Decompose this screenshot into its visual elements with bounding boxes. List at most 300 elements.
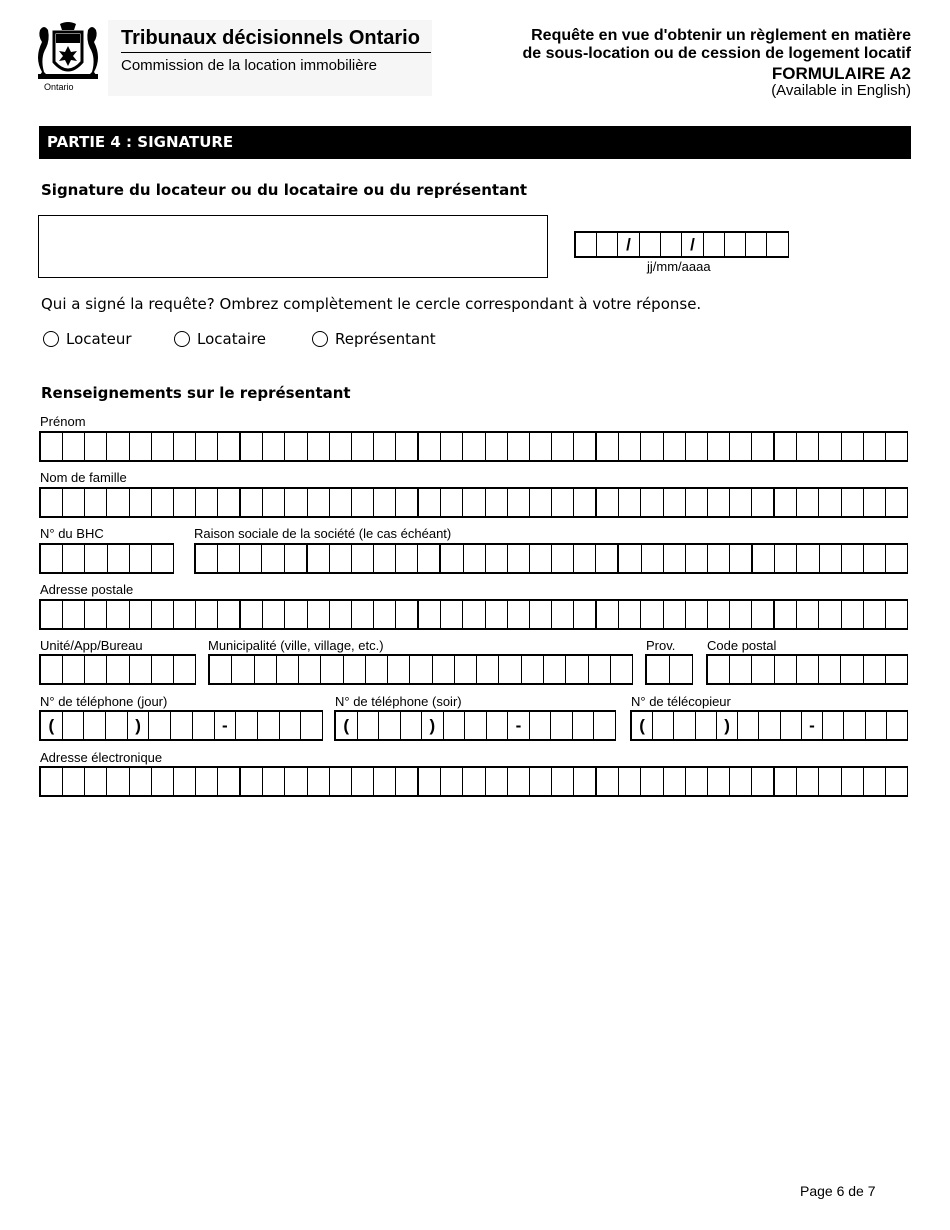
char-cell[interactable] bbox=[477, 656, 499, 683]
char-cell[interactable] bbox=[530, 768, 552, 795]
char-cell[interactable] bbox=[797, 601, 819, 628]
char-cell[interactable] bbox=[352, 768, 374, 795]
char-cell[interactable] bbox=[486, 489, 508, 516]
char-cell[interactable] bbox=[686, 489, 708, 516]
company-name-label: Raison sociale de la société (le cas échéant) bbox=[194, 526, 452, 541]
char-cell[interactable] bbox=[396, 768, 419, 795]
char-cell[interactable] bbox=[441, 768, 463, 795]
char-cell[interactable] bbox=[486, 768, 508, 795]
char-cell[interactable] bbox=[130, 433, 152, 460]
char-cell[interactable] bbox=[641, 433, 663, 460]
char-cell[interactable] bbox=[842, 433, 864, 460]
char-cell[interactable] bbox=[374, 545, 396, 572]
char-cell[interactable] bbox=[573, 712, 595, 739]
char-cell[interactable] bbox=[388, 656, 410, 683]
char-cell[interactable] bbox=[210, 656, 232, 683]
char-cell[interactable] bbox=[285, 768, 307, 795]
char-cell[interactable] bbox=[775, 489, 797, 516]
char-cell[interactable] bbox=[218, 601, 241, 628]
char-cell[interactable] bbox=[597, 489, 619, 516]
char-cell[interactable] bbox=[241, 601, 263, 628]
char-cell[interactable] bbox=[641, 768, 663, 795]
char-cell[interactable] bbox=[530, 489, 552, 516]
char-cell[interactable] bbox=[708, 433, 730, 460]
char-cell[interactable] bbox=[864, 768, 886, 795]
char-cell[interactable] bbox=[530, 433, 552, 460]
radio-circle[interactable] bbox=[312, 331, 328, 347]
char-cell[interactable] bbox=[85, 656, 107, 683]
char-cell[interactable] bbox=[263, 768, 285, 795]
char-cell[interactable] bbox=[262, 545, 284, 572]
char-cell[interactable] bbox=[574, 489, 597, 516]
char-cell[interactable] bbox=[864, 656, 886, 683]
char-cell[interactable] bbox=[344, 656, 366, 683]
char-cell[interactable] bbox=[552, 489, 574, 516]
char-cell[interactable] bbox=[686, 433, 708, 460]
char-cell[interactable] bbox=[664, 601, 686, 628]
char-cell[interactable] bbox=[864, 433, 886, 460]
char-cell[interactable] bbox=[366, 656, 388, 683]
char-cell[interactable] bbox=[455, 656, 477, 683]
char-cell[interactable] bbox=[797, 545, 819, 572]
radio-circle[interactable] bbox=[174, 331, 190, 347]
char-cell[interactable] bbox=[486, 601, 508, 628]
char-cell[interactable] bbox=[759, 712, 780, 739]
char-cell[interactable] bbox=[886, 545, 907, 572]
char-cell[interactable] bbox=[775, 768, 797, 795]
char-cell[interactable] bbox=[374, 433, 396, 460]
char-cell[interactable] bbox=[174, 768, 196, 795]
char-cell[interactable] bbox=[330, 545, 352, 572]
unit-field[interactable] bbox=[39, 654, 196, 685]
radio-locateur[interactable] bbox=[43, 330, 132, 348]
char-cell[interactable] bbox=[674, 712, 695, 739]
radio-label: Représentant bbox=[335, 330, 436, 348]
char-cell[interactable] bbox=[41, 489, 63, 516]
char-cell[interactable] bbox=[544, 656, 566, 683]
char-cell[interactable] bbox=[174, 601, 196, 628]
char-cell[interactable] bbox=[522, 656, 544, 683]
char-cell[interactable] bbox=[152, 489, 174, 516]
char-cell[interactable] bbox=[530, 545, 552, 572]
char-cell[interactable] bbox=[508, 489, 530, 516]
char-cell[interactable] bbox=[218, 433, 241, 460]
date-cell[interactable] bbox=[746, 233, 767, 256]
date-cell[interactable] bbox=[725, 233, 746, 256]
char-cell[interactable] bbox=[597, 601, 619, 628]
char-cell[interactable] bbox=[463, 433, 485, 460]
char-cell[interactable] bbox=[130, 601, 152, 628]
char-cell[interactable] bbox=[308, 601, 330, 628]
char-cell[interactable] bbox=[708, 656, 730, 683]
char-cell[interactable] bbox=[730, 768, 752, 795]
char-cell[interactable] bbox=[152, 433, 174, 460]
char-cell[interactable] bbox=[464, 545, 486, 572]
char-cell[interactable] bbox=[508, 601, 530, 628]
char-cell[interactable] bbox=[258, 712, 280, 739]
char-cell[interactable] bbox=[285, 489, 307, 516]
char-cell[interactable] bbox=[886, 768, 907, 795]
char-cell[interactable] bbox=[886, 601, 907, 628]
char-cell[interactable] bbox=[670, 656, 692, 683]
char-cell[interactable] bbox=[574, 433, 597, 460]
char-cell[interactable] bbox=[619, 433, 641, 460]
char-cell[interactable] bbox=[552, 601, 574, 628]
char-cell[interactable] bbox=[686, 768, 708, 795]
char-cell[interactable] bbox=[196, 768, 218, 795]
char-cell[interactable] bbox=[441, 545, 463, 572]
char-cell[interactable] bbox=[232, 656, 254, 683]
char-cell[interactable] bbox=[85, 433, 107, 460]
char-cell[interactable] bbox=[864, 545, 886, 572]
char-cell[interactable] bbox=[63, 433, 85, 460]
char-cell[interactable] bbox=[819, 489, 841, 516]
char-cell[interactable] bbox=[708, 489, 730, 516]
char-cell[interactable] bbox=[63, 656, 85, 683]
char-cell[interactable] bbox=[255, 656, 277, 683]
char-cell[interactable] bbox=[708, 768, 730, 795]
char-cell[interactable] bbox=[321, 656, 343, 683]
char-cell[interactable] bbox=[63, 545, 85, 572]
char-cell[interactable] bbox=[107, 601, 129, 628]
char-cell[interactable] bbox=[611, 656, 632, 683]
char-cell[interactable] bbox=[597, 768, 619, 795]
date-field[interactable] bbox=[574, 231, 789, 258]
char-cell[interactable] bbox=[418, 545, 441, 572]
char-cell[interactable] bbox=[107, 433, 129, 460]
char-cell[interactable] bbox=[236, 712, 258, 739]
char-cell[interactable] bbox=[619, 489, 641, 516]
char-cell[interactable] bbox=[130, 656, 152, 683]
char-cell[interactable] bbox=[396, 489, 419, 516]
logo-caption: Ontario bbox=[44, 82, 74, 92]
char-cell[interactable] bbox=[486, 433, 508, 460]
char-cell[interactable] bbox=[401, 712, 423, 739]
char-cell[interactable] bbox=[130, 768, 152, 795]
char-cell[interactable] bbox=[396, 545, 418, 572]
char-cell[interactable] bbox=[63, 768, 85, 795]
char-cell[interactable] bbox=[730, 489, 752, 516]
char-cell[interactable] bbox=[149, 712, 171, 739]
char-cell[interactable] bbox=[130, 489, 152, 516]
char-cell[interactable] bbox=[866, 712, 887, 739]
char-cell[interactable] bbox=[352, 545, 374, 572]
char-cell[interactable] bbox=[752, 601, 775, 628]
char-cell[interactable] bbox=[171, 712, 193, 739]
char-cell[interactable] bbox=[374, 489, 396, 516]
char-cell[interactable] bbox=[499, 656, 521, 683]
char-cell[interactable] bbox=[441, 489, 463, 516]
char-cell[interactable] bbox=[107, 768, 129, 795]
char-cell[interactable] bbox=[708, 601, 730, 628]
char-cell[interactable] bbox=[730, 656, 752, 683]
char-cell[interactable] bbox=[664, 768, 686, 795]
char-cell[interactable] bbox=[596, 545, 619, 572]
char-cell[interactable] bbox=[441, 601, 463, 628]
char-cell[interactable] bbox=[664, 489, 686, 516]
char-cell[interactable] bbox=[85, 545, 107, 572]
char-cell[interactable] bbox=[465, 712, 487, 739]
char-cell[interactable] bbox=[842, 545, 864, 572]
char-cell[interactable] bbox=[641, 601, 663, 628]
char-cell[interactable] bbox=[107, 656, 129, 683]
char-cell[interactable] bbox=[886, 656, 907, 683]
char-cell[interactable] bbox=[574, 768, 597, 795]
char-cell[interactable] bbox=[63, 489, 85, 516]
char-cell[interactable] bbox=[552, 545, 574, 572]
postal-code-field[interactable] bbox=[706, 654, 908, 685]
date-separator: / bbox=[682, 233, 704, 256]
char-cell[interactable] bbox=[130, 545, 152, 572]
char-cell[interactable] bbox=[218, 545, 240, 572]
char-cell[interactable] bbox=[374, 601, 396, 628]
char-cell[interactable] bbox=[308, 433, 330, 460]
radio-circle[interactable] bbox=[43, 331, 59, 347]
char-cell[interactable] bbox=[41, 433, 63, 460]
char-cell[interactable] bbox=[41, 545, 63, 572]
company-name-field[interactable] bbox=[194, 543, 908, 574]
char-cell[interactable] bbox=[752, 489, 775, 516]
char-cell[interactable] bbox=[152, 768, 174, 795]
char-cell[interactable] bbox=[285, 433, 307, 460]
char-cell[interactable] bbox=[597, 433, 619, 460]
char-cell[interactable] bbox=[106, 712, 128, 739]
char-cell[interactable] bbox=[358, 712, 380, 739]
char-cell[interactable] bbox=[842, 601, 864, 628]
char-cell[interactable] bbox=[530, 601, 552, 628]
date-cell[interactable] bbox=[597, 233, 618, 256]
char-cell[interactable] bbox=[819, 601, 841, 628]
char-cell[interactable] bbox=[419, 433, 441, 460]
char-cell[interactable] bbox=[463, 768, 485, 795]
char-cell[interactable] bbox=[41, 601, 63, 628]
char-cell[interactable] bbox=[85, 768, 107, 795]
char-cell[interactable] bbox=[775, 601, 797, 628]
char-cell[interactable] bbox=[820, 545, 842, 572]
char-cell[interactable] bbox=[619, 601, 641, 628]
date-cell[interactable] bbox=[767, 233, 788, 256]
char-cell[interactable] bbox=[419, 601, 441, 628]
signature-box[interactable] bbox=[38, 215, 548, 278]
char-cell[interactable] bbox=[552, 433, 574, 460]
char-cell[interactable] bbox=[330, 433, 352, 460]
fax-field[interactable] bbox=[630, 710, 908, 741]
lso-number-field[interactable] bbox=[39, 543, 174, 574]
char-cell[interactable] bbox=[730, 545, 753, 572]
first-name-label: Prénom bbox=[40, 414, 86, 429]
char-cell[interactable] bbox=[508, 545, 530, 572]
char-cell[interactable] bbox=[886, 433, 907, 460]
char-cell[interactable] bbox=[240, 545, 262, 572]
last-name-field[interactable] bbox=[39, 487, 908, 518]
char-cell[interactable] bbox=[396, 601, 419, 628]
char-cell[interactable] bbox=[574, 601, 597, 628]
char-cell[interactable] bbox=[308, 489, 330, 516]
char-cell[interactable] bbox=[619, 768, 641, 795]
char-cell[interactable] bbox=[752, 433, 775, 460]
char-cell[interactable] bbox=[797, 656, 819, 683]
char-cell[interactable] bbox=[410, 656, 432, 683]
char-cell[interactable] bbox=[619, 545, 641, 572]
date-cell[interactable] bbox=[640, 233, 661, 256]
char-cell[interactable] bbox=[842, 489, 864, 516]
char-cell[interactable] bbox=[374, 768, 396, 795]
date-cell[interactable] bbox=[661, 233, 682, 256]
phone-close-paren: ) bbox=[128, 712, 150, 739]
char-cell[interactable] bbox=[864, 601, 886, 628]
radio-locataire[interactable] bbox=[174, 330, 266, 348]
char-cell[interactable] bbox=[107, 489, 129, 516]
date-cell[interactable] bbox=[704, 233, 725, 256]
char-cell[interactable] bbox=[551, 712, 573, 739]
char-cell[interactable] bbox=[285, 545, 308, 572]
char-cell[interactable] bbox=[193, 712, 215, 739]
signer-question: Qui a signé la requête? Ombrez complètement le cercle correspondant à votre réponse. bbox=[41, 295, 702, 313]
char-cell[interactable] bbox=[819, 656, 841, 683]
char-cell[interactable] bbox=[708, 545, 730, 572]
char-cell[interactable] bbox=[530, 712, 552, 739]
date-cell[interactable] bbox=[576, 233, 597, 256]
char-cell[interactable] bbox=[280, 712, 302, 739]
org-title: Tribunaux décisionnels Ontario bbox=[121, 27, 420, 49]
first-name-field[interactable] bbox=[39, 431, 908, 462]
char-cell[interactable] bbox=[463, 489, 485, 516]
char-cell[interactable] bbox=[218, 489, 241, 516]
char-cell[interactable] bbox=[152, 656, 174, 683]
char-cell[interactable] bbox=[730, 601, 752, 628]
char-cell[interactable] bbox=[574, 545, 596, 572]
char-cell[interactable] bbox=[174, 433, 196, 460]
char-cell[interactable] bbox=[819, 768, 841, 795]
char-cell[interactable] bbox=[84, 712, 106, 739]
char-cell[interactable] bbox=[864, 489, 886, 516]
char-cell[interactable] bbox=[152, 545, 173, 572]
char-cell[interactable] bbox=[797, 768, 819, 795]
char-cell[interactable] bbox=[433, 656, 455, 683]
char-cell[interactable] bbox=[196, 601, 218, 628]
char-cell[interactable] bbox=[797, 433, 819, 460]
char-cell[interactable] bbox=[566, 656, 588, 683]
char-cell[interactable] bbox=[841, 656, 863, 683]
day-phone-field[interactable] bbox=[39, 710, 323, 741]
char-cell[interactable] bbox=[196, 489, 218, 516]
char-cell[interactable] bbox=[396, 433, 419, 460]
char-cell[interactable] bbox=[486, 545, 508, 572]
char-cell[interactable] bbox=[352, 489, 374, 516]
char-cell[interactable] bbox=[299, 656, 321, 683]
char-cell[interactable] bbox=[241, 433, 263, 460]
char-cell[interactable] bbox=[775, 545, 797, 572]
char-cell[interactable] bbox=[419, 489, 441, 516]
char-cell[interactable] bbox=[419, 768, 441, 795]
evening-phone-field[interactable] bbox=[334, 710, 616, 741]
char-cell[interactable] bbox=[196, 545, 218, 572]
char-cell[interactable] bbox=[552, 768, 574, 795]
char-cell[interactable] bbox=[887, 712, 907, 739]
char-cell[interactable] bbox=[594, 712, 615, 739]
char-cell[interactable] bbox=[842, 768, 864, 795]
char-cell[interactable] bbox=[352, 601, 374, 628]
char-cell[interactable] bbox=[263, 433, 285, 460]
char-cell[interactable] bbox=[241, 489, 263, 516]
char-cell[interactable] bbox=[686, 545, 708, 572]
char-cell[interactable] bbox=[196, 433, 218, 460]
char-cell[interactable] bbox=[642, 545, 664, 572]
char-cell[interactable] bbox=[797, 489, 819, 516]
char-cell[interactable] bbox=[508, 433, 530, 460]
char-cell[interactable] bbox=[664, 545, 686, 572]
char-cell[interactable] bbox=[41, 656, 63, 683]
char-cell[interactable] bbox=[330, 489, 352, 516]
char-cell[interactable] bbox=[664, 433, 686, 460]
char-cell[interactable] bbox=[263, 489, 285, 516]
form-title-line2: de sous-location ou de cession de logement locatif bbox=[522, 45, 911, 62]
char-cell[interactable] bbox=[285, 601, 307, 628]
municipality-field[interactable] bbox=[208, 654, 633, 685]
char-cell[interactable] bbox=[844, 712, 865, 739]
char-cell[interactable] bbox=[775, 656, 797, 683]
char-cell[interactable] bbox=[653, 712, 674, 739]
char-cell[interactable] bbox=[152, 601, 174, 628]
char-cell[interactable] bbox=[775, 433, 797, 460]
char-cell[interactable] bbox=[463, 601, 485, 628]
char-cell[interactable] bbox=[174, 489, 196, 516]
char-cell[interactable] bbox=[886, 489, 907, 516]
char-cell[interactable] bbox=[330, 601, 352, 628]
char-cell[interactable] bbox=[696, 712, 717, 739]
char-cell[interactable] bbox=[730, 433, 752, 460]
char-cell[interactable] bbox=[352, 433, 374, 460]
char-cell[interactable] bbox=[241, 768, 263, 795]
province-field[interactable] bbox=[645, 654, 693, 685]
char-cell[interactable] bbox=[301, 712, 322, 739]
char-cell[interactable] bbox=[308, 545, 330, 572]
char-cell[interactable] bbox=[752, 656, 774, 683]
email-field[interactable] bbox=[39, 766, 908, 797]
mailing-address-field[interactable] bbox=[39, 599, 908, 630]
char-cell[interactable] bbox=[108, 545, 130, 572]
char-cell[interactable] bbox=[277, 656, 299, 683]
char-cell[interactable] bbox=[330, 768, 352, 795]
char-cell[interactable] bbox=[589, 656, 611, 683]
email-label: Adresse électronique bbox=[40, 750, 163, 765]
radio-representant[interactable] bbox=[312, 330, 436, 348]
char-cell[interactable] bbox=[174, 656, 195, 683]
char-cell[interactable] bbox=[308, 768, 330, 795]
char-cell[interactable] bbox=[487, 712, 509, 739]
char-cell[interactable] bbox=[686, 601, 708, 628]
char-cell[interactable] bbox=[444, 712, 466, 739]
char-cell[interactable] bbox=[647, 656, 670, 683]
char-cell[interactable] bbox=[85, 601, 107, 628]
char-cell[interactable] bbox=[63, 601, 85, 628]
char-cell[interactable] bbox=[441, 433, 463, 460]
char-cell[interactable] bbox=[819, 433, 841, 460]
char-cell[interactable] bbox=[63, 712, 85, 739]
char-cell[interactable] bbox=[738, 712, 759, 739]
char-cell[interactable] bbox=[781, 712, 802, 739]
char-cell[interactable] bbox=[508, 768, 530, 795]
char-cell[interactable] bbox=[641, 489, 663, 516]
char-cell[interactable] bbox=[753, 545, 775, 572]
char-cell[interactable] bbox=[752, 768, 775, 795]
char-cell[interactable] bbox=[218, 768, 241, 795]
char-cell[interactable] bbox=[41, 768, 63, 795]
char-cell[interactable] bbox=[379, 712, 401, 739]
char-cell[interactable] bbox=[263, 601, 285, 628]
char-cell[interactable] bbox=[823, 712, 844, 739]
char-cell[interactable] bbox=[85, 489, 107, 516]
